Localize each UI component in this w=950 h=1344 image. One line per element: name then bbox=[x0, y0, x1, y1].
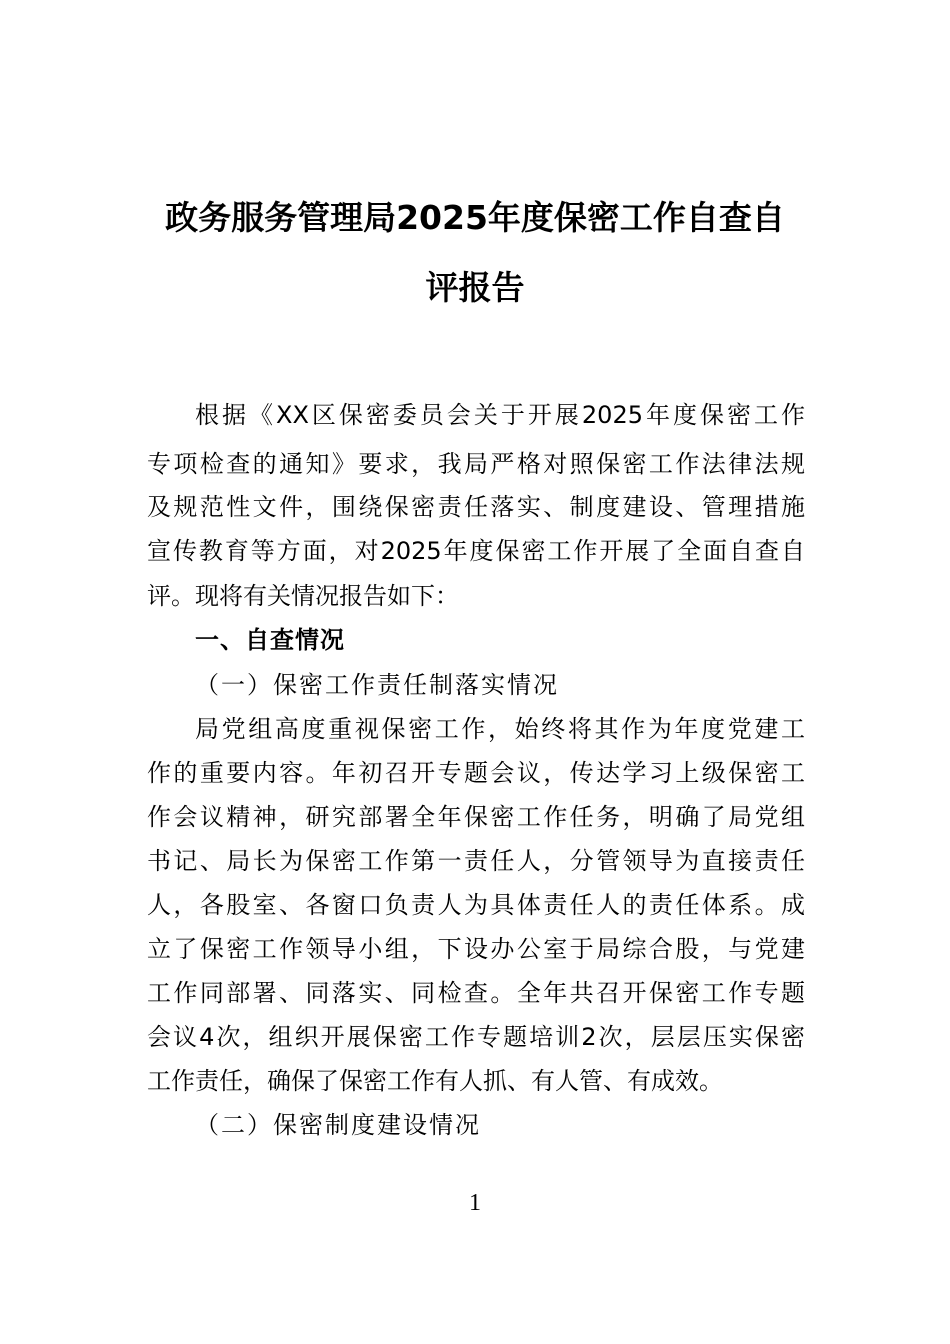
intro-paragraph-line: 专项检查的通知》要求，我局严格对照保密工作法律法规 bbox=[147, 450, 805, 478]
intro-paragraph-line: 及规范性文件，围绕保密责任落实、制度建设、管理措施 bbox=[147, 493, 805, 521]
body-paragraph-line: 作会议精神，研究部署全年保密工作任务，明确了局党组 bbox=[147, 803, 805, 831]
body-paragraph-line: 工作责任，确保了保密工作有人抓、有人管、有成效。 bbox=[147, 1067, 723, 1095]
body-paragraph-line: 会议4次，组织开展保密工作专题培训2次，层层压实保密 bbox=[147, 1023, 805, 1051]
body-paragraph-line: 人，各股室、各窗口负责人为具体责任人的责任体系。成 bbox=[147, 891, 805, 919]
section-heading-self-inspection: 一、自查情况 bbox=[195, 626, 345, 654]
body-paragraph-line: 书记、局长为保密工作第一责任人，分管领导为直接责任 bbox=[147, 847, 805, 875]
page-number: 1 bbox=[469, 1190, 481, 1216]
body-paragraph-line: 立了保密工作领导小组，下设办公室于局综合股，与党建 bbox=[147, 935, 805, 963]
body-paragraph-line: 作的重要内容。年初召开专题会议，传达学习上级保密工 bbox=[147, 759, 805, 787]
intro-paragraph-line: 根据《XX区保密委员会关于开展2025年度保密工作 bbox=[195, 401, 805, 429]
body-paragraph-line: 局党组高度重视保密工作，始终将其作为年度党建工 bbox=[195, 715, 805, 743]
subsection-heading-responsibility: （一）保密工作责任制落实情况 bbox=[195, 671, 559, 699]
intro-paragraph-line: 宣传教育等方面，对2025年度保密工作开展了全面自查自 bbox=[147, 537, 805, 565]
document-title-line-2: 评报告 bbox=[425, 268, 525, 307]
subsection-heading-system-building: （二）保密制度建设情况 bbox=[195, 1111, 481, 1139]
body-paragraph-line: 工作同部署、同落实、同检查。全年共召开保密工作专题 bbox=[147, 979, 805, 1007]
document-title-line-1: 政务服务管理局2025年度保密工作自查自 bbox=[165, 198, 785, 237]
intro-paragraph-line: 评。现将有关情况报告如下： bbox=[147, 582, 459, 610]
